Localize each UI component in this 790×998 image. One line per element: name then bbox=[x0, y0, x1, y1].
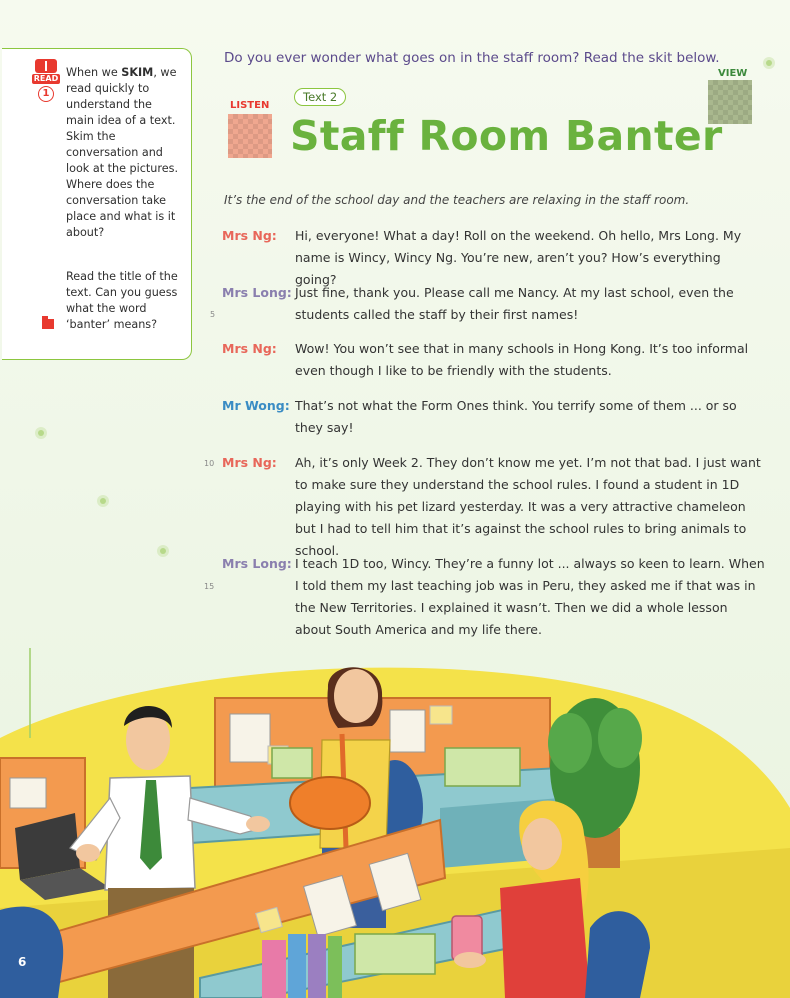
speech-text: Hi, everyone! What a day! Roll on the weekend. Oh hello, Mrs Long. My name is Wincy, Wincy Ng. You’re new, aren’t you? How’s everything going? bbox=[295, 228, 742, 287]
book-icon bbox=[35, 59, 57, 73]
skim-tip-rest: , we read quickly to understand the main idea of a text. Skim the conversation and look at the pictures. Where does the conversation take place and what is it about? bbox=[66, 66, 179, 239]
speaker-name: Mrs Long: bbox=[222, 285, 292, 300]
dandelion-seed-icon bbox=[100, 498, 106, 504]
read-badge bbox=[32, 59, 60, 102]
speech-text: Wow! You won’t see that in many schools in Hong Kong. It’s too informal even though I like to be friendly with the students. bbox=[295, 341, 749, 378]
speech-text: I teach 1D too, Wincy. They’re a funny lot ... always so keen to learn. When I told them my last teaching job was in Peru, they asked me if that was in the New Territories. I explained it wasn’t. Then we did a whole lesson about South America and my life there. bbox=[295, 556, 765, 637]
skim-tip-lead: When we bbox=[66, 66, 122, 79]
read-badge-label: READ bbox=[33, 74, 59, 83]
stage-direction: It’s the end of the school day and the teachers are relaxing in the staff room. bbox=[224, 193, 690, 207]
listen-label: LISTEN bbox=[230, 100, 270, 111]
speaker-name: Mrs Long: bbox=[222, 556, 292, 571]
dandelion-seed-icon bbox=[38, 430, 44, 436]
speech-text: That’s not what the Form Ones think. You terrify some of them ... or so they say! bbox=[295, 398, 737, 435]
staff-room-illustration bbox=[0, 648, 790, 998]
dandelion-seed-icon bbox=[766, 60, 772, 66]
page-number: 6 bbox=[18, 955, 27, 969]
read-step-number: 1 bbox=[38, 86, 54, 102]
listen-qr-code-icon[interactable] bbox=[228, 114, 272, 158]
line-number: 15 bbox=[204, 582, 215, 591]
dandelion-seed-icon bbox=[160, 548, 166, 554]
speech-text: Just fine, thank you. Please call me Nancy. At my last school, even the students called the staff by their first names! bbox=[295, 285, 734, 322]
line-number: 10 bbox=[204, 459, 215, 468]
intro-question: Do you ever wonder what goes on in the staff room? Read the skit below. bbox=[224, 50, 720, 66]
speaker-name: Mrs Ng: bbox=[222, 228, 277, 243]
line-number: 5 bbox=[210, 310, 216, 319]
speech-text: Ah, it’s only Week 2. They don’t know me yet. I’m not that bad. I just want to make sure they understand the school rules. I found a student in 1D playing with his pet lizard yesterday. It was a very attractive chameleon but I had to tell him that it’s against the school rules to bring animals to school. bbox=[295, 455, 761, 558]
reading-tips-sidebar bbox=[2, 48, 192, 360]
speaker-name: Mrs Ng: bbox=[222, 341, 277, 356]
folder-icon bbox=[42, 319, 54, 329]
skim-tip-bold: SKIM bbox=[121, 66, 154, 79]
view-label: VIEW bbox=[718, 68, 748, 79]
speaker-name: Mr Wong: bbox=[222, 398, 290, 413]
page-title: Staff Room Banter bbox=[290, 112, 723, 160]
skim-tip bbox=[66, 65, 182, 241]
title-tip: Read the title of the text. Can you guess what the word ‘banter’ means? bbox=[66, 270, 178, 331]
speaker-name: Mrs Ng: bbox=[222, 455, 277, 470]
text-number-tag: Text 2 bbox=[294, 88, 346, 106]
